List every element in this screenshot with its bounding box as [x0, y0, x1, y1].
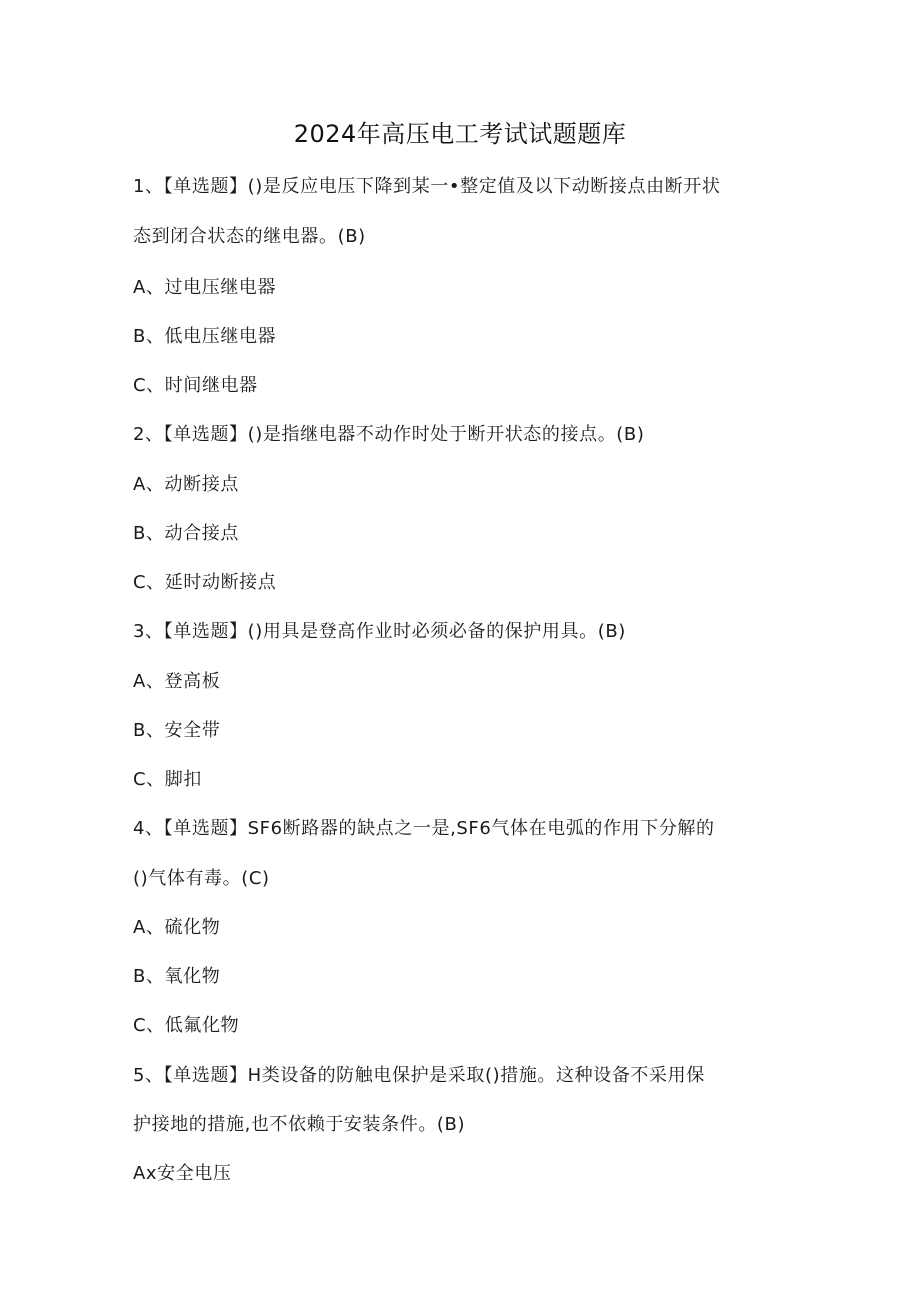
- question-1-option-c: C、时间继电器: [133, 375, 258, 396]
- question-4-option-a: A、硫化物: [133, 917, 221, 938]
- question-3-option-b: B、安全带: [133, 720, 221, 741]
- question-4-stem-line-2: ()气体有毒。(C): [133, 868, 270, 889]
- question-1-stem-line-1: 1、【单选题】()是反应电压下降到某一•整定值及以下动断接点由断开状: [133, 176, 721, 197]
- question-4-option-b: B、氧化物: [133, 966, 221, 987]
- question-5-stem-line-1: 5、【单选题】H类设备的防触电保护是采取()措施。这种设备不采用保: [133, 1065, 705, 1086]
- question-2-option-a: A、动断接点: [133, 474, 239, 495]
- question-4-stem-line-1: 4、【单选题】SF6断路器的缺点之一是,SF6气体在电弧的作用下分解的: [133, 818, 715, 839]
- question-1-stem-line-2: 态到闭合状态的继电器。(B): [133, 226, 366, 247]
- question-2-option-c: C、延时动断接点: [133, 572, 277, 593]
- question-5-stem-line-2: 护接地的措施,也不依赖于安装条件。(B): [133, 1114, 466, 1135]
- question-2-stem-line-1: 2、【单选题】()是指继电器不动作时处于断开状态的接点。(B): [133, 424, 645, 445]
- question-1-option-a: A、过电压继电器: [133, 277, 277, 298]
- question-4-option-c: C、低氟化物: [133, 1015, 240, 1036]
- question-3-stem-line-1: 3、【单选题】()用具是登高作业时必须必备的保护用具。(B): [133, 621, 626, 642]
- question-5-option-a: Ax安全电压: [133, 1163, 232, 1184]
- question-3-option-c: C、脚扣: [133, 769, 202, 790]
- document-title: 2024年高压电工考试试题题库: [293, 120, 627, 148]
- question-2-option-b: B、动合接点: [133, 523, 239, 544]
- question-1-option-b: B、低电压继电器: [133, 326, 277, 347]
- question-3-option-a: A、登高板: [133, 671, 221, 692]
